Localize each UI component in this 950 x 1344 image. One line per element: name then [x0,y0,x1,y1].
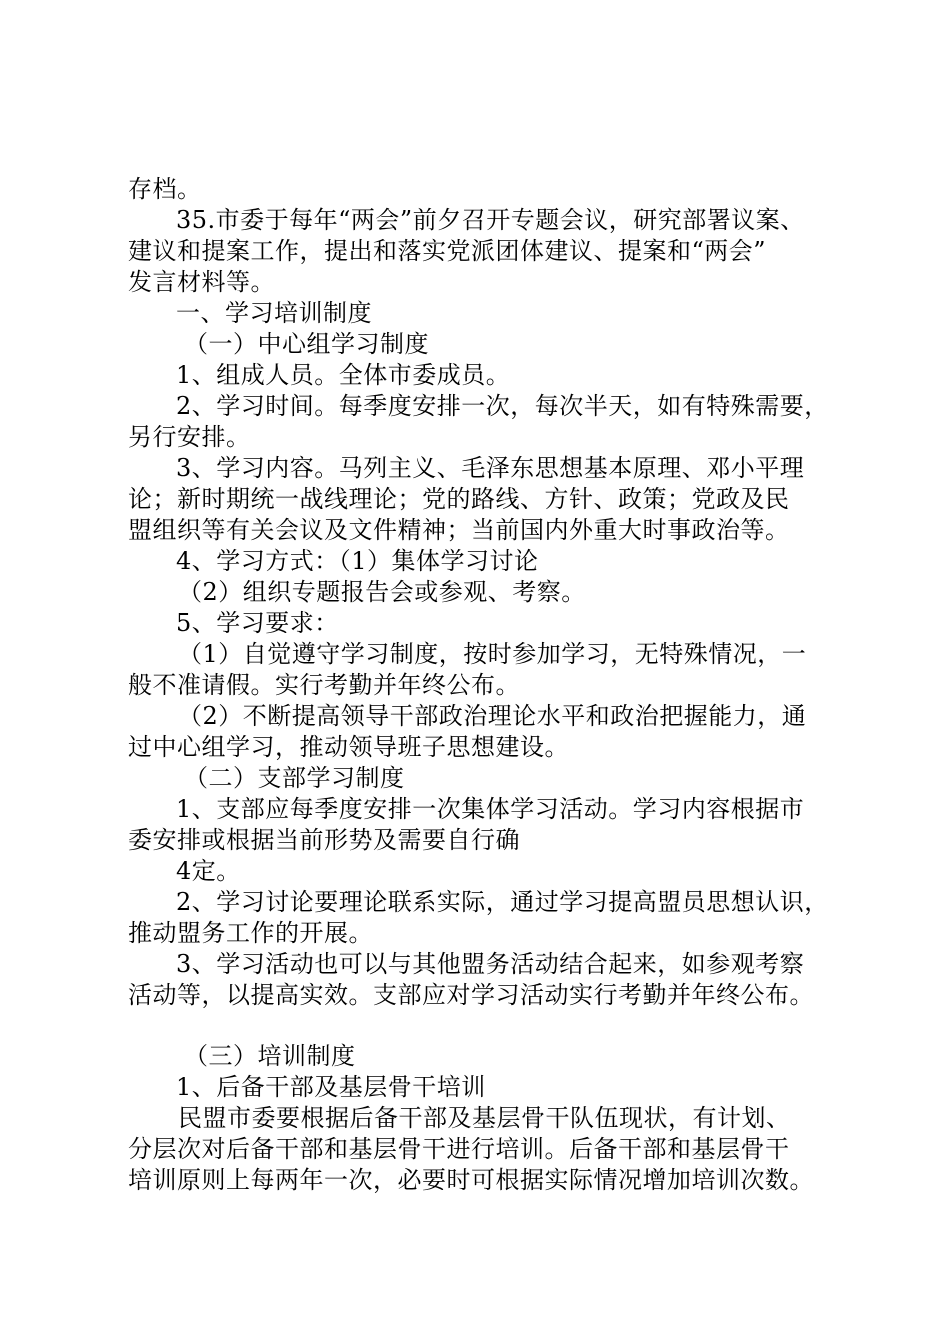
subsection-heading: （二）支部学习制度 [184,764,405,792]
text-line: 35.市委于每年“两会”前夕召开专题会议，研究部署议案、 [176,206,805,234]
text-line: 4定。 [176,857,241,885]
subsection-heading: （一）中心组学习制度 [184,330,429,358]
text-line: 盟组织等有关会议及文件精神；当前国内外重大时事政治等。 [128,516,790,544]
text-line: 存档。 [128,175,202,203]
text-line: 1、组成人员。全体市委成员。 [176,361,511,389]
text-line: 民盟市委要根据后备干部及基层骨干队伍现状，有计划、 [178,1104,791,1132]
text-line: （2）组织专题报告会或参观、考察。 [178,578,586,606]
text-line: （1）自觉遵守学习制度，按时参加学习，无特殊情况，一 [178,640,807,668]
section-heading: 一、学习培训制度 [176,299,372,327]
text-line: 培训原则上每两年一次，必要时可根据实际情况增加培训次数。 [128,1166,814,1194]
text-line: 1、后备干部及基层骨干培训 [176,1073,486,1101]
text-line: 过中心组学习，推动领导班子思想建设。 [128,733,569,761]
text-line: 2、学习时间。每季度安排一次，每次半天，如有特殊需要， [176,392,829,420]
text-line: （2）不断提高领导干部政治理论水平和政治把握能力，通 [178,702,807,730]
text-line: 5、学习要求： [176,609,339,637]
text-line: 推动盟务工作的开展。 [128,919,373,947]
text-line: 委安排或根据当前形势及需要自行确 [128,826,520,854]
text-line: 1、支部应每季度安排一次集体学习活动。学习内容根据市 [176,795,805,823]
text-line: 3、学习活动也可以与其他盟务活动结合起来，如参观考察 [176,950,805,978]
text-line: 论；新时期统一战线理论；党的路线、方针、政策；党政及民 [128,485,790,513]
text-line: 2、学习讨论要理论联系实际，通过学习提高盟员思想认识， [176,888,829,916]
text-line: 建议和提案工作，提出和落实党派团体建议、提案和“两会” [128,237,767,265]
text-line: 般不准请假。实行考勤并年终公布。 [128,671,520,699]
text-line: 4、学习方式：（1）集体学习讨论 [176,547,539,575]
text-line: 3、学习内容。马列主义、毛泽东思想基本原理、邓小平理 [176,454,805,482]
text-line: 发言材料等。 [128,268,275,296]
text-line: 分层次对后备干部和基层骨干进行培训。后备干部和基层骨干 [128,1135,790,1163]
subsection-heading: （三）培训制度 [184,1042,356,1070]
text-line: 活动等，以提高实效。支部应对学习活动实行考勤并年终公布。 [128,981,814,1009]
text-line: 另行安排。 [128,423,251,451]
